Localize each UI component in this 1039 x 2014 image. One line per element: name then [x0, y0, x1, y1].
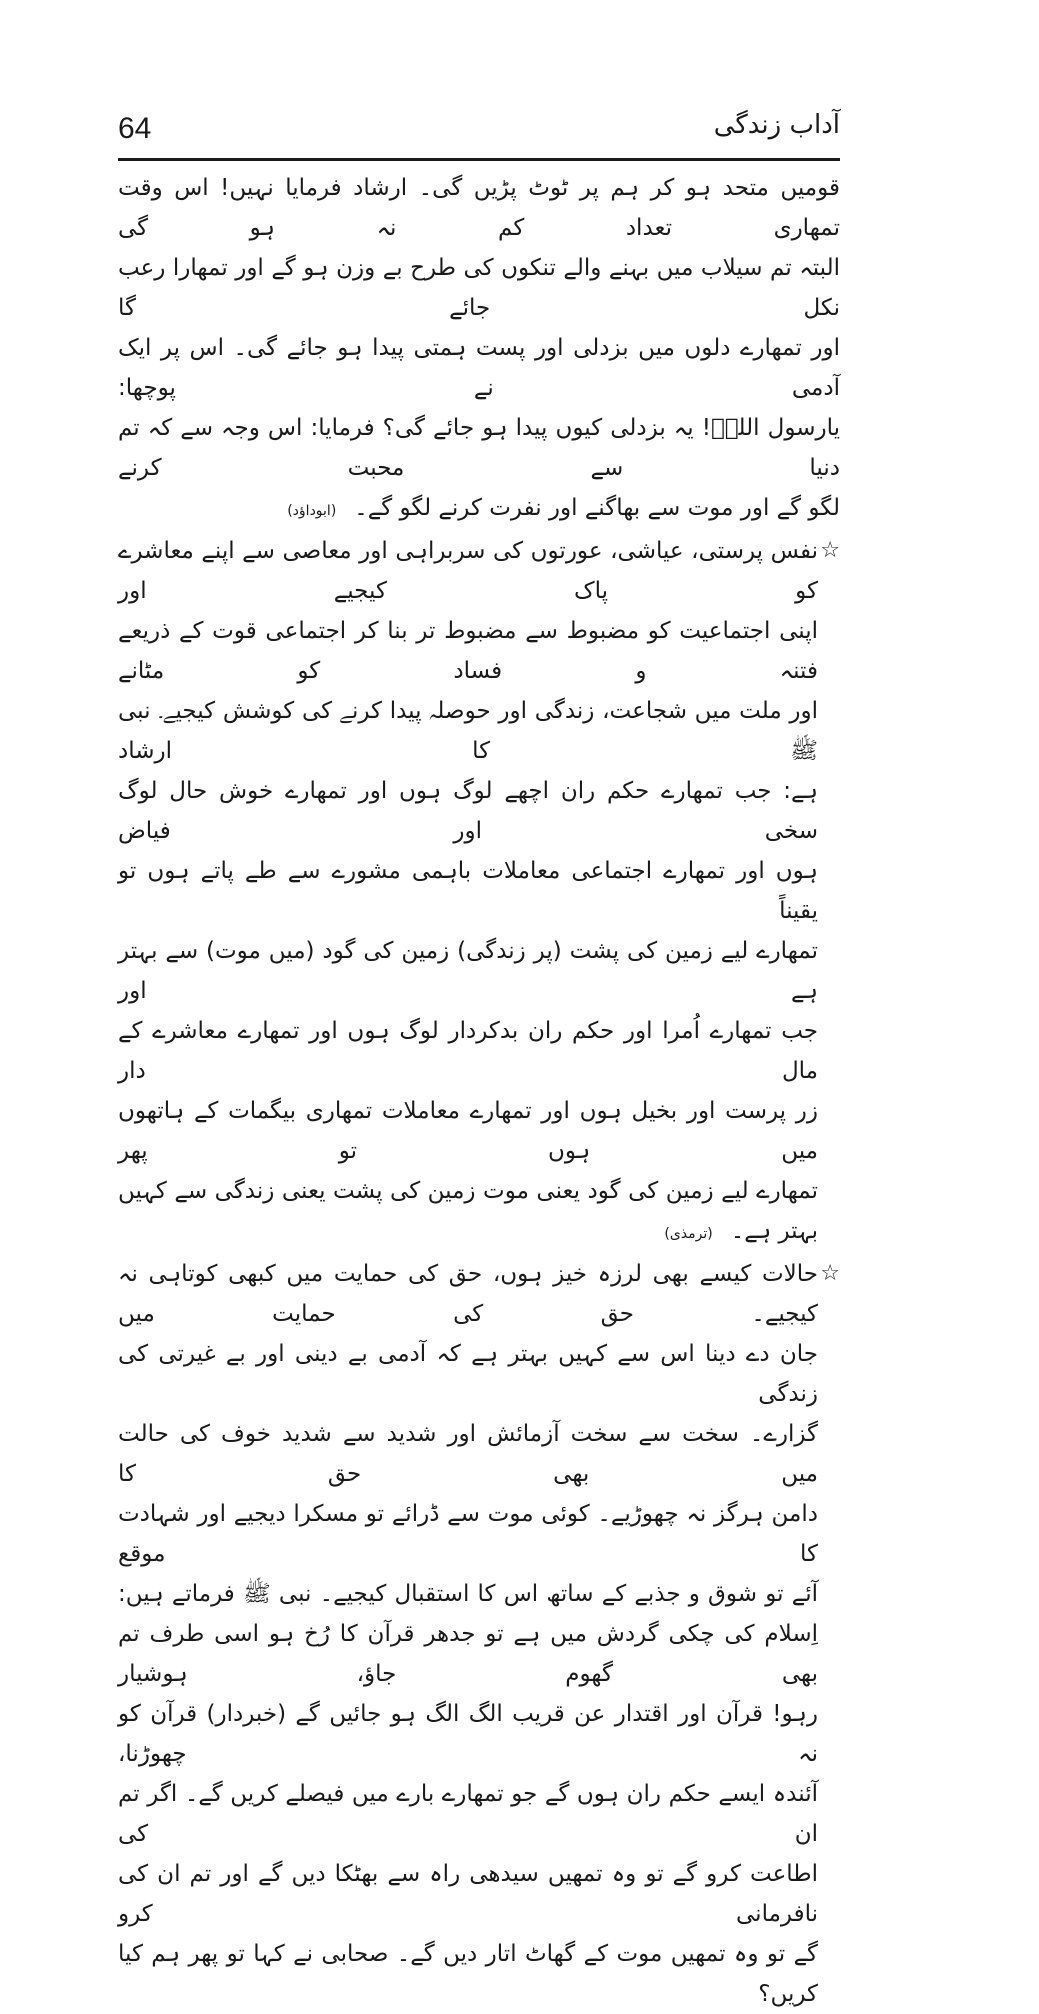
page-body	[118, 168, 840, 2007]
text-line: قومیں متحد ہو کر ہم پر ٹوٹ پڑیں گی۔ ارشاد فرمایا نہیں! اس وقت تمھاری تعداد کم نہ ہو گی	[118, 175, 840, 241]
text-line-content: تمھارے لیے زمین کی گود یعنی موت زمین کی پشت یعنی زندگی سے کہیں بہتر ہے۔	[118, 1178, 818, 1244]
text-line: دامن ہرگز نہ چھوڑیے۔ کوئی موت سے ڈرائے تو مسکرا دیجیے اور شہادت کا موقع	[118, 1501, 818, 1567]
text-line: آئندہ ایسے حکم ران ہوں گے جو تمھارے بارے میں فیصلے کریں گے۔ اگر تم ان کی	[118, 1781, 818, 1847]
text-line	[118, 1171, 840, 1254]
star-bullet-icon: ☆	[820, 538, 840, 563]
text-line: اِسلام کی چکی گردش میں ہے تو جدھر قرآن کا رُخ ہو اسی طرف تم بھی گھوم جاؤ، ہوشیار	[118, 1621, 818, 1687]
text-line: ہوں اور تمھارے اجتماعی معاملات باہمی مشورے سے طے پاتے ہوں تو یقیناً	[118, 858, 818, 924]
text-line: جب تمھارے اُمرا اور حکم ران بدکردار لوگ ہوں اور تمھارے معاشرے کے مال دار	[118, 1018, 818, 1084]
text-line: اپنی اجتماعیت کو مضبوط سے مضبوط تر بنا کر اجتماعی قوت کے ذریعے فتنہ و فساد کو مٹانے	[118, 618, 818, 684]
text-line-content: حالات کیسے بھی لرزہ خیز ہوں، حق کی حمایت میں کبھی کوتاہی نہ کیجیے۔ حق کی حمایت میں	[118, 1261, 818, 1327]
citation: (ترمذی)	[664, 1226, 713, 1242]
page-header	[118, 108, 840, 156]
text-line: البتہ تم سیلاب میں بہنے والے تنکوں کی طرح بے وزن ہو گے اور تمھارا رعب نکل جائے گا	[118, 255, 840, 321]
star-bullet-icon: ☆	[820, 1261, 840, 1286]
text-line: یارسول اللہؐ! یہ بزدلی کیوں پیدا ہو جائے گی؟ فرمایا: اس وجہ سے کہ تم دنیا سے محبت کرنے	[118, 415, 840, 481]
text-line: گے تو وہ تمھیں موت کے گھاٹ اتار دیں گے۔ صحابی نے کہا تو پھر ہم کیا کریں؟	[118, 1941, 818, 2007]
text-line: گزارے۔ سخت سے سخت آزمائش اور شدید سے شدید خوف کی حالت میں بھی حق کا	[118, 1421, 818, 1487]
text-line: اور تمھارے دلوں میں بزدلی اور پست ہمتی پیدا ہو جائے گی۔ اس پر ایک آدمی نے پوچھا:	[118, 335, 840, 401]
text-line: زر پرست اور بخیل ہوں اور تمھارے معاملات تمھاری بیگمات کے ہاتھوں میں ہوں تو پھر	[118, 1098, 818, 1164]
bullet-line	[118, 1254, 840, 1334]
header-divider	[118, 158, 840, 161]
text-line: رہو! قرآن اور اقتدار عن قریب الگ الگ ہو جائیں گے (خبردار) قرآن کو نہ چھوڑنا،	[118, 1701, 818, 1767]
text-line: آئے تو شوق و جذبے کے ساتھ اس کا استقبال کیجیے۔ نبی ﷺ فرماتے ہیں:	[118, 1581, 818, 1607]
text-line: جان دے دینا اس سے کہیں بہتر ہے کہ آدمی بے دینی اور بے غیرتی کی زندگی	[118, 1341, 818, 1407]
text-line-content: لگو گے اور موت سے بھاگنے اور نفرت کرنے لگو گے۔	[354, 495, 840, 521]
text-line: اور ملت میں شجاعت، زندگی اور حوصلہ پیدا کرنے کی کوشش کیجیے۔ نبی ﷺ کا ارشاد	[118, 698, 818, 764]
citation: (ابوداؤد)	[287, 503, 337, 519]
text-line	[118, 488, 840, 531]
text-line: تمھارے لیے زمین کی پشت (پر زندگی) زمین کی گود (میں موت) سے بہتر ہے اور	[118, 938, 818, 1004]
running-title: آداب زندگی	[713, 110, 840, 140]
text-line: ہے: جب تمھارے حکم ران اچھے لوگ ہوں اور تمھارے خوش حال لوگ سخی اور فیاض	[118, 778, 818, 844]
text-line: اطاعت کرو گے تو وہ تمھیں سیدھی راہ سے بھٹکا دیں گے اور تم ان کی نافرمانی کرو	[118, 1861, 818, 1927]
page-number: 64	[118, 112, 152, 145]
text-line-content: نفس پرستی، عیاشی، عورتوں کی سربراہی اور معاصی سے اپنے معاشرے کو پاک کیجیے اور	[118, 538, 818, 604]
bullet-line	[118, 531, 840, 611]
